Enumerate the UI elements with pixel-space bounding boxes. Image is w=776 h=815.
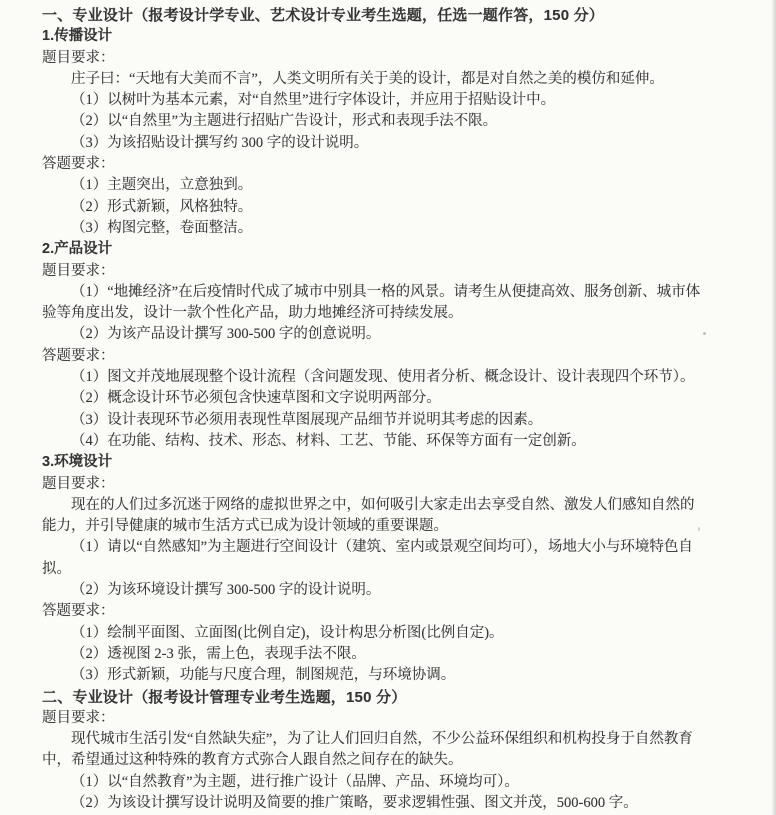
communication-question-item-1: （1）以树叶为基本元素，对“自然里”进行字体设计，并应用于招贴设计中。 bbox=[71, 92, 556, 109]
communication-answer-item-2: （2）形式新颖，风格独特。 bbox=[71, 198, 253, 215]
communication-answer-requirements-label: 答题要求： bbox=[42, 156, 115, 173]
section-2-question-requirements-label: 题目要求： bbox=[42, 709, 115, 726]
environment-answer-requirements-label: 答题要求： bbox=[42, 603, 115, 620]
product-answer-item-1: （1）图文并茂地展现整个设计流程（含问题发现、使用者分析、概念设计、设计表现四个环节）。 bbox=[71, 369, 695, 386]
environment-question-item-1: （1）请以“自然感知”为主题进行空间设计（建筑、室内或景观空间均可），场地大小与环境特色自拟。 bbox=[42, 539, 693, 577]
product-answer-item-3: （3）设计表现环节必须用表现性草图展现产品细节并说明其考虑的因素。 bbox=[71, 411, 543, 428]
section-2-question-item-2: （2）为该设计撰写设计说明及简要的推广策略，要求逻辑性强、图文并茂，500-600 字。 bbox=[71, 794, 638, 811]
topic-environment-title: 3.环境设计 bbox=[42, 454, 113, 471]
communication-answer-item-1: （1）主题突出，立意独到。 bbox=[71, 177, 253, 194]
product-question-item-2: （2）为该产品设计撰写 300-500 字的创意说明。 bbox=[71, 326, 381, 343]
environment-answer-item-2: （2）透视图 2-3 张，需上色，表现手法不限。 bbox=[71, 645, 366, 662]
section-2-intro-paragraph: 现代城市生活引发“自然缺失症”，为了让人们回归自然，不少公益环保组织和机构投身于自然教育中，希望通过这种特殊的教育方式弥合人跟自然之间存在的缺失。 bbox=[42, 731, 693, 769]
topic-product-title: 2.产品设计 bbox=[42, 241, 113, 258]
communication-question-requirements-label: 题目要求： bbox=[42, 49, 115, 66]
communication-intro-paragraph: 庄子曰：“天地有大美而不言”，人类文明所有关于美的设计，都是对自然之美的模仿和延伸。 bbox=[71, 70, 664, 87]
product-answer-item-2: （2）概念设计环节必须包含快速草图和文字说明两部分。 bbox=[71, 390, 441, 407]
product-answer-item-4: （4）在功能、结构、技术、形态、材料、工艺、节能、环保等方面有一定创新。 bbox=[71, 432, 586, 449]
product-question-requirements-label: 题目要求： bbox=[42, 262, 115, 279]
environment-question-item-2: （2）为该环境设计撰写 300-500 字的设计说明。 bbox=[71, 582, 381, 599]
product-answer-requirements-label: 答题要求： bbox=[42, 347, 115, 364]
section-1-heading: 一、专业设计（报考设计学专业、艺术设计专业考生选题，任选一题作答，150 分） bbox=[42, 7, 604, 24]
section-2-question-item-1: （1）以“自然教育”为主题，进行推广设计（品牌、产品、环境均可）。 bbox=[71, 773, 519, 790]
topic-communication-title: 1.传播设计 bbox=[42, 28, 113, 45]
environment-answer-item-1: （1）绘制平面图、立面图(比例自定)，设计构思分析图(比例自定)。 bbox=[71, 624, 504, 641]
communication-question-item-3: （3）为该招贴设计撰写约 300 字的设计说明。 bbox=[71, 134, 369, 151]
communication-question-item-2: （2）以“自然里”为主题进行招贴广告设计，形式和表现手法不限。 bbox=[71, 113, 498, 130]
section-2-heading: 二、专业设计（报考设计管理专业考生选题，150 分） bbox=[42, 688, 407, 706]
environment-question-requirements-label: 题目要求： bbox=[42, 475, 115, 492]
communication-answer-item-3: （3）构图完整，卷面整洁。 bbox=[71, 219, 253, 236]
product-question-item-1: （1）“地摊经济”在后疫情时代成了城市中别具一格的风景。请考生从便捷高效、服务创新、城市体验等角度出发，设计一款个性化产品，助力地摊经济可持续发展。 bbox=[42, 283, 701, 322]
scan-edge-shadow bbox=[771, 0, 776, 815]
environment-intro-paragraph: 现在的人们过多沉迷于网络的虚拟世界之中，如何吸引大家走出去享受自然、激发人们感知自然的能力，并引导健康的城市生活方式已成为设计领域的重要课题。 bbox=[42, 496, 695, 535]
environment-answer-item-3: （3）形式新颖，功能与尺度合理，制图规范，与环境协调。 bbox=[71, 667, 456, 684]
